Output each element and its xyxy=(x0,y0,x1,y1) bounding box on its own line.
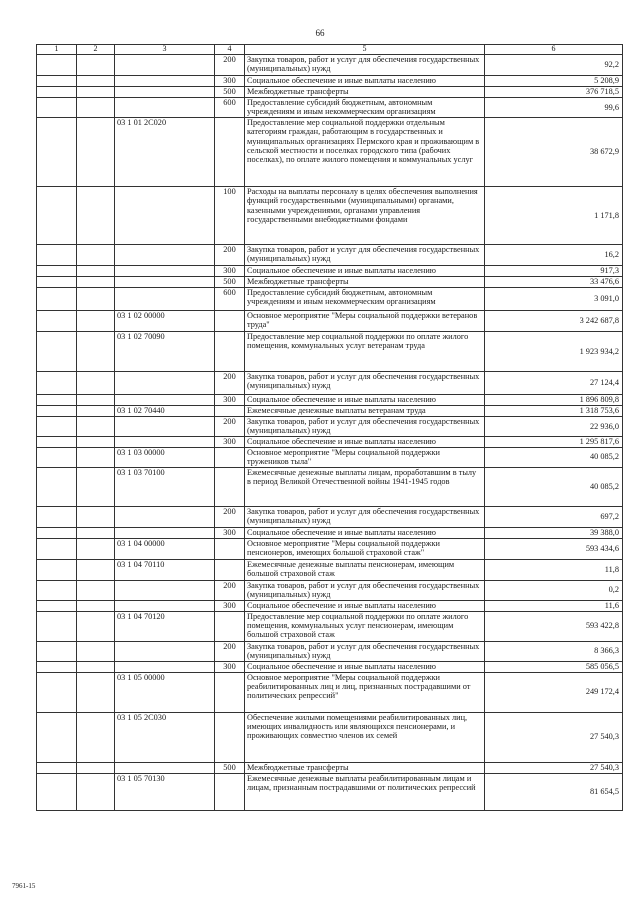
header-col-6: 6 xyxy=(485,45,623,55)
cell-col-1 xyxy=(37,661,77,672)
table-row xyxy=(37,266,623,277)
cell-description: Ежемесячные денежные выплаты пенсионерам, имеющим большой страховой стаж xyxy=(245,559,485,580)
cell-col-1 xyxy=(37,436,77,447)
cell-amount: 1 295 817,6 xyxy=(485,436,623,447)
cell-amount: 38 672,9 xyxy=(485,118,623,187)
cell-col-2 xyxy=(77,245,115,266)
cell-col-1 xyxy=(37,118,77,187)
cell-col-2 xyxy=(77,436,115,447)
cell-type xyxy=(215,332,245,372)
cell-amount: 27 540,3 xyxy=(485,762,623,773)
cell-col-1 xyxy=(37,406,77,417)
cell-code xyxy=(115,641,215,661)
cell-col-2 xyxy=(77,406,115,417)
cell-col-1 xyxy=(37,332,77,372)
cell-code: 03 1 05 00000 xyxy=(115,672,215,712)
cell-description: Социальное обеспечение и иные выплаты населению xyxy=(245,527,485,538)
cell-description: Закупка товаров, работ и услуг для обеспечения государственных (муниципальных) нужд xyxy=(245,245,485,266)
cell-col-1 xyxy=(37,266,77,277)
cell-code: 03 1 04 70110 xyxy=(115,559,215,580)
table-row xyxy=(37,538,623,559)
page-number: 66 xyxy=(315,28,325,38)
cell-type xyxy=(215,406,245,417)
cell-code: 03 1 02 00000 xyxy=(115,311,215,332)
cell-code xyxy=(115,266,215,277)
cell-code: 03 1 01 2С020 xyxy=(115,118,215,187)
cell-col-2 xyxy=(77,55,115,76)
cell-col-1 xyxy=(37,447,77,467)
table-row xyxy=(37,436,623,447)
cell-col-1 xyxy=(37,538,77,559)
cell-description: Предоставление субсидий бюджетным, автономным учреждениям и иным некоммерческим организациям xyxy=(245,98,485,118)
cell-description: Закупка товаров, работ и услуг для обеспечения государственных (муниципальных) нужд xyxy=(245,372,485,395)
cell-type: 300 xyxy=(215,395,245,406)
cell-code xyxy=(115,87,215,98)
cell-code: 03 1 03 00000 xyxy=(115,447,215,467)
cell-amount: 376 718,5 xyxy=(485,87,623,98)
table-row xyxy=(37,600,623,611)
table-row xyxy=(37,372,623,395)
cell-amount: 92,2 xyxy=(485,55,623,76)
table-row xyxy=(37,98,623,118)
cell-col-1 xyxy=(37,712,77,762)
cell-code xyxy=(115,600,215,611)
cell-description: Социальное обеспечение и иные выплаты населению xyxy=(245,266,485,277)
table-row xyxy=(37,641,623,661)
cell-amount: 697,2 xyxy=(485,506,623,527)
cell-type: 300 xyxy=(215,661,245,672)
cell-col-1 xyxy=(37,580,77,600)
table-row xyxy=(37,332,623,372)
cell-type xyxy=(215,447,245,467)
cell-code: 03 1 04 00000 xyxy=(115,538,215,559)
cell-description: Предоставление мер социальной поддержки отдельным категориям граждан, работающим в государственных и муниципальных организациях Пермского края и проживающим в сельской местности и поселках городского типа (рабочих поселках), по оплате жилого помещения и коммунальных услуг xyxy=(245,118,485,187)
cell-amount: 1 923 934,2 xyxy=(485,332,623,372)
cell-code: 03 1 02 70440 xyxy=(115,406,215,417)
cell-amount: 593 422,8 xyxy=(485,611,623,641)
cell-description: Социальное обеспечение и иные выплаты населению xyxy=(245,661,485,672)
cell-amount: 3 091,0 xyxy=(485,288,623,311)
cell-code: 03 1 03 70100 xyxy=(115,467,215,506)
cell-description: Закупка товаров, работ и услуг для обеспечения государственных (муниципальных) нужд xyxy=(245,580,485,600)
table-row xyxy=(37,277,623,288)
cell-code xyxy=(115,187,215,245)
cell-col-1 xyxy=(37,311,77,332)
table-row xyxy=(37,559,623,580)
cell-type: 600 xyxy=(215,288,245,311)
cell-code xyxy=(115,661,215,672)
cell-type: 200 xyxy=(215,580,245,600)
cell-description: Расходы на выплаты персоналу в целях обеспечения выполнения функций государственными (муниципальными) органами, казенными учреждениями, органами управления государственными внебюджетными фондами xyxy=(245,187,485,245)
cell-col-2 xyxy=(77,506,115,527)
cell-amount: 593 434,6 xyxy=(485,538,623,559)
cell-description: Ежемесячные денежные выплаты реабилитированным лицам и лицам, признанным пострадавшими от политических репрессий xyxy=(245,773,485,810)
header-col-5: 5 xyxy=(245,45,485,55)
cell-amount: 0,2 xyxy=(485,580,623,600)
cell-type: 200 xyxy=(215,372,245,395)
cell-type: 200 xyxy=(215,641,245,661)
cell-description: Предоставление субсидий бюджетным, автономным учреждениям и иным некоммерческим организациям xyxy=(245,288,485,311)
cell-code: 03 1 05 2С030 xyxy=(115,712,215,762)
cell-col-1 xyxy=(37,672,77,712)
table-row xyxy=(37,187,623,245)
cell-col-2 xyxy=(77,118,115,187)
cell-col-2 xyxy=(77,266,115,277)
cell-code xyxy=(115,76,215,87)
cell-code xyxy=(115,372,215,395)
cell-description: Межбюджетные трансферты xyxy=(245,277,485,288)
cell-amount: 16,2 xyxy=(485,245,623,266)
cell-type xyxy=(215,712,245,762)
cell-description: Социальное обеспечение и иные выплаты населению xyxy=(245,600,485,611)
cell-amount: 81 654,5 xyxy=(485,773,623,810)
cell-description: Закупка товаров, работ и услуг для обеспечения государственных (муниципальных) нужд xyxy=(245,641,485,661)
cell-col-2 xyxy=(77,712,115,762)
cell-code: 03 1 02 70090 xyxy=(115,332,215,372)
table-row xyxy=(37,245,623,266)
cell-type xyxy=(215,538,245,559)
cell-amount: 22 936,0 xyxy=(485,417,623,437)
table-row xyxy=(37,506,623,527)
cell-type xyxy=(215,773,245,810)
cell-col-2 xyxy=(77,600,115,611)
cell-col-2 xyxy=(77,527,115,538)
cell-col-2 xyxy=(77,559,115,580)
cell-col-2 xyxy=(77,98,115,118)
cell-amount: 33 476,6 xyxy=(485,277,623,288)
cell-col-1 xyxy=(37,762,77,773)
cell-col-2 xyxy=(77,580,115,600)
cell-amount: 5 208,9 xyxy=(485,76,623,87)
cell-amount: 27 540,3 xyxy=(485,712,623,762)
cell-type: 500 xyxy=(215,277,245,288)
cell-code xyxy=(115,527,215,538)
cell-col-1 xyxy=(37,288,77,311)
table-row xyxy=(37,611,623,641)
cell-col-2 xyxy=(77,288,115,311)
budget-table xyxy=(36,44,623,811)
cell-col-1 xyxy=(37,372,77,395)
table-row xyxy=(37,672,623,712)
cell-description: Предоставление мер социальной поддержки по оплате жилого помещения, коммунальных услуг ветеранам труда xyxy=(245,332,485,372)
table-row xyxy=(37,773,623,810)
cell-col-1 xyxy=(37,87,77,98)
cell-col-2 xyxy=(77,187,115,245)
cell-col-1 xyxy=(37,527,77,538)
table-row xyxy=(37,395,623,406)
cell-type: 200 xyxy=(215,55,245,76)
table-row xyxy=(37,467,623,506)
cell-type xyxy=(215,467,245,506)
cell-description: Основное мероприятие "Меры социальной поддержки тружеников тыла" xyxy=(245,447,485,467)
cell-col-2 xyxy=(77,641,115,661)
cell-type: 200 xyxy=(215,417,245,437)
cell-col-1 xyxy=(37,611,77,641)
cell-description: Социальное обеспечение и иные выплаты населению xyxy=(245,436,485,447)
cell-description: Закупка товаров, работ и услуг для обеспечения государственных (муниципальных) нужд xyxy=(245,506,485,527)
cell-code xyxy=(115,436,215,447)
cell-code: 03 1 04 70120 xyxy=(115,611,215,641)
cell-amount: 99,6 xyxy=(485,98,623,118)
table-row xyxy=(37,118,623,187)
cell-code: 03 1 05 70130 xyxy=(115,773,215,810)
cell-description: Межбюджетные трансферты xyxy=(245,762,485,773)
cell-amount: 1 896 809,8 xyxy=(485,395,623,406)
header-col-1: 1 xyxy=(37,45,77,55)
cell-type xyxy=(215,559,245,580)
cell-col-1 xyxy=(37,467,77,506)
cell-code xyxy=(115,288,215,311)
cell-type xyxy=(215,311,245,332)
cell-description: Социальное обеспечение и иные выплаты населению xyxy=(245,395,485,406)
cell-code xyxy=(115,417,215,437)
cell-col-2 xyxy=(77,447,115,467)
table-row xyxy=(37,55,623,76)
cell-col-1 xyxy=(37,55,77,76)
cell-code xyxy=(115,762,215,773)
cell-col-1 xyxy=(37,245,77,266)
table-row xyxy=(37,712,623,762)
cell-type: 200 xyxy=(215,245,245,266)
cell-description: Межбюджетные трансферты xyxy=(245,87,485,98)
cell-type: 200 xyxy=(215,506,245,527)
cell-description: Основное мероприятие "Меры социальной поддержки ветеранов труда" xyxy=(245,311,485,332)
cell-amount: 3 242 687,8 xyxy=(485,311,623,332)
cell-col-2 xyxy=(77,773,115,810)
cell-col-2 xyxy=(77,395,115,406)
cell-code xyxy=(115,98,215,118)
cell-type: 600 xyxy=(215,98,245,118)
cell-description: Закупка товаров, работ и услуг для обеспечения государственных (муниципальных) нужд xyxy=(245,417,485,437)
cell-col-2 xyxy=(77,467,115,506)
cell-col-2 xyxy=(77,417,115,437)
cell-type: 300 xyxy=(215,76,245,87)
cell-col-2 xyxy=(77,661,115,672)
cell-amount: 39 388,0 xyxy=(485,527,623,538)
cell-col-2 xyxy=(77,538,115,559)
cell-type: 300 xyxy=(215,266,245,277)
table-row xyxy=(37,661,623,672)
table-row xyxy=(37,527,623,538)
cell-amount: 249 172,4 xyxy=(485,672,623,712)
footer-code: 7961-15 xyxy=(12,882,36,890)
cell-amount: 40 085,2 xyxy=(485,447,623,467)
cell-description: Закупка товаров, работ и услуг для обеспечения государственных (муниципальных) нужд xyxy=(245,55,485,76)
cell-col-1 xyxy=(37,76,77,87)
table-row xyxy=(37,76,623,87)
cell-col-1 xyxy=(37,98,77,118)
cell-col-2 xyxy=(77,332,115,372)
cell-col-2 xyxy=(77,672,115,712)
cell-type xyxy=(215,672,245,712)
cell-description: Обеспечение жилыми помещениями реабилитированных лиц, имеющих инвалидность или являющихся пенсионерами, и проживающих совместно членов их семей xyxy=(245,712,485,762)
cell-type: 500 xyxy=(215,87,245,98)
cell-col-1 xyxy=(37,277,77,288)
cell-amount: 40 085,2 xyxy=(485,467,623,506)
cell-col-2 xyxy=(77,311,115,332)
cell-type: 300 xyxy=(215,527,245,538)
cell-type: 100 xyxy=(215,187,245,245)
table-row xyxy=(37,580,623,600)
cell-col-1 xyxy=(37,506,77,527)
cell-col-2 xyxy=(77,611,115,641)
cell-code xyxy=(115,580,215,600)
cell-col-2 xyxy=(77,762,115,773)
cell-code xyxy=(115,506,215,527)
cell-amount: 917,3 xyxy=(485,266,623,277)
cell-type xyxy=(215,118,245,187)
cell-col-2 xyxy=(77,87,115,98)
cell-amount: 11,6 xyxy=(485,600,623,611)
cell-amount: 1 171,8 xyxy=(485,187,623,245)
cell-col-1 xyxy=(37,559,77,580)
cell-code xyxy=(115,55,215,76)
cell-description: Основное мероприятие "Меры социальной поддержки пенсионеров, имеющих большой страховой стаж" xyxy=(245,538,485,559)
cell-description: Основное мероприятие "Меры социальной поддержки реабилитированных лиц и лиц, признанных пострадавшими от политических репрессий" xyxy=(245,672,485,712)
cell-col-2 xyxy=(77,76,115,87)
table-row xyxy=(37,447,623,467)
table-row xyxy=(37,311,623,332)
cell-code xyxy=(115,395,215,406)
table-row xyxy=(37,406,623,417)
header-col-2: 2 xyxy=(77,45,115,55)
cell-col-2 xyxy=(77,372,115,395)
cell-col-2 xyxy=(77,277,115,288)
cell-col-1 xyxy=(37,600,77,611)
cell-col-1 xyxy=(37,417,77,437)
cell-code xyxy=(115,245,215,266)
cell-type: 300 xyxy=(215,436,245,447)
header-col-3: 3 xyxy=(115,45,215,55)
cell-amount: 27 124,4 xyxy=(485,372,623,395)
cell-description: Ежемесячные денежные выплаты ветеранам труда xyxy=(245,406,485,417)
cell-amount: 11,8 xyxy=(485,559,623,580)
cell-col-1 xyxy=(37,187,77,245)
table-row xyxy=(37,87,623,98)
table-row xyxy=(37,288,623,311)
header-col-4: 4 xyxy=(215,45,245,55)
cell-col-1 xyxy=(37,395,77,406)
cell-description: Предоставление мер социальной поддержки по оплате жилого помещения, коммунальных услуг пенсионерам, имеющим большой страховой стаж xyxy=(245,611,485,641)
table-header xyxy=(37,45,623,55)
cell-col-1 xyxy=(37,773,77,810)
cell-description: Ежемесячные денежные выплаты лицам, проработавшим в тылу в период Великой Отечественной войны 1941-1945 годов xyxy=(245,467,485,506)
table-row xyxy=(37,762,623,773)
table-row xyxy=(37,417,623,437)
cell-col-1 xyxy=(37,641,77,661)
cell-type: 500 xyxy=(215,762,245,773)
cell-amount: 1 318 753,6 xyxy=(485,406,623,417)
cell-code xyxy=(115,277,215,288)
cell-amount: 585 056,5 xyxy=(485,661,623,672)
cell-type xyxy=(215,611,245,641)
cell-type: 300 xyxy=(215,600,245,611)
cell-description: Социальное обеспечение и иные выплаты населению xyxy=(245,76,485,87)
cell-amount: 8 366,3 xyxy=(485,641,623,661)
